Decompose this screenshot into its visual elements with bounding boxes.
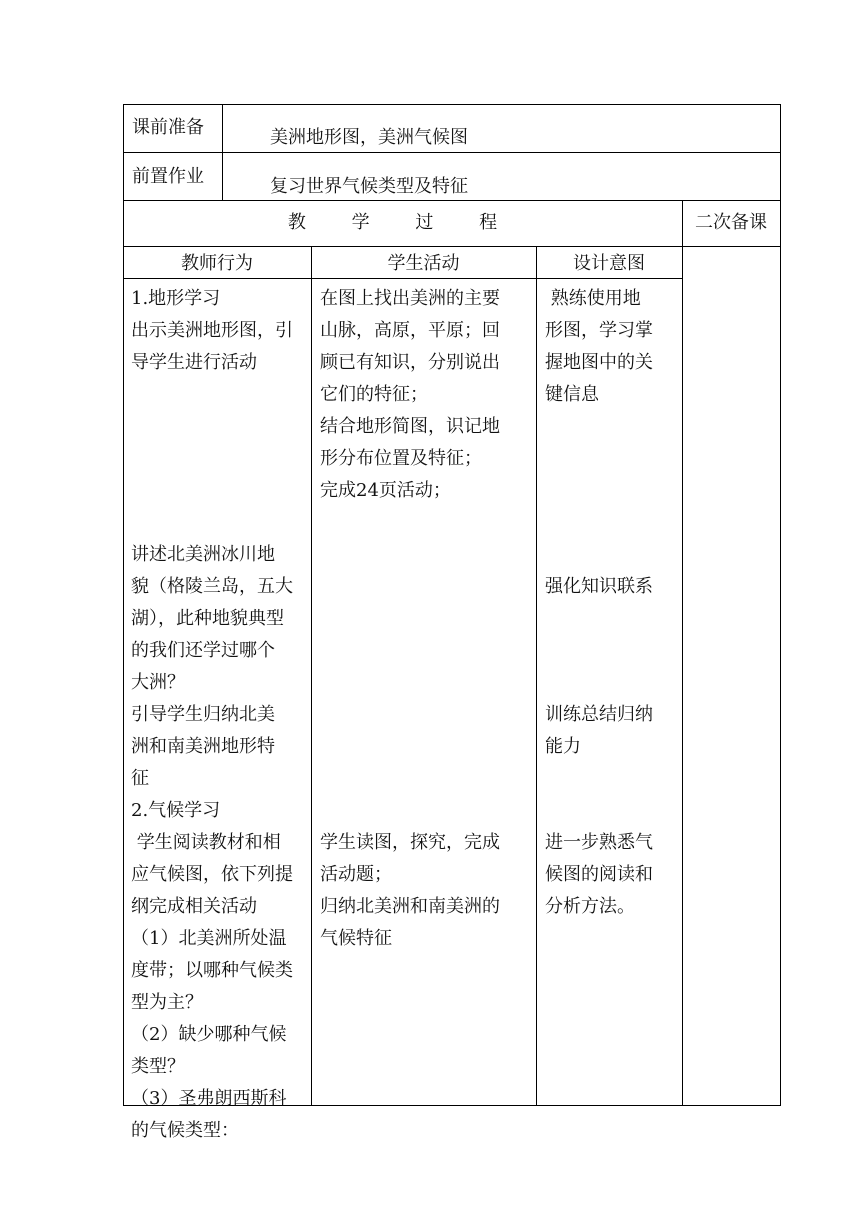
student-line: 顾已有知识，分别说出	[320, 352, 500, 373]
teacher-line: 2.气候学习	[131, 800, 221, 821]
student-column-header: 学生活动	[387, 253, 460, 274]
teacher-column-header: 教师行为	[181, 253, 253, 274]
teacher-line: 引导学生归纳北美	[131, 704, 275, 725]
intent-line: 能力	[545, 736, 581, 757]
teacher-line: （1）北美洲所处温	[131, 928, 287, 949]
student-line: 在图上找出美洲的主要	[320, 288, 500, 309]
student-line: 它们的特征；	[320, 384, 428, 405]
prep-label: 课前准备	[132, 117, 204, 138]
intent-line: 形图，学习掌	[545, 320, 653, 341]
student-line: 结合地形简图，识记地	[320, 416, 500, 437]
teacher-line: 讲述北美洲冰川地	[131, 544, 275, 565]
teacher-line: 大洲？	[131, 672, 185, 693]
student-line: 山脉，高原，平原；回	[320, 320, 500, 341]
intent-line: 握地图中的关	[545, 352, 653, 373]
intent-line: 候图的阅读和	[545, 864, 653, 885]
student-line: 活动题；	[320, 864, 392, 885]
student-line: 气候特征	[320, 928, 392, 949]
column-divider	[222, 104, 223, 200]
student-line: 归纳北美洲和南美洲的	[320, 896, 500, 917]
intent-line: 分析方法。	[545, 896, 635, 917]
homework-value: 复习世界气候类型及特征	[270, 176, 468, 197]
teacher-line: 的气候类型：	[131, 1120, 239, 1141]
student-line: 完成24页活动；	[320, 480, 451, 501]
teacher-line: 应气候图，依下列提	[131, 864, 293, 885]
teacher-line: 湖），此种地貌典型	[131, 608, 284, 629]
teacher-line: 类型？	[131, 1056, 185, 1077]
student-line: 学生读图，探究，完成	[320, 832, 500, 853]
intent-line: 键信息	[545, 384, 599, 405]
column-divider	[536, 246, 537, 1105]
intent-line: 强化知识联系	[545, 576, 653, 597]
teacher-line: 型为主？	[131, 992, 203, 1013]
intent-line: 训练总结归纳	[545, 704, 653, 725]
table-border-right	[780, 104, 781, 1106]
teacher-line: 洲和南美洲地形特	[131, 736, 275, 757]
process-title: 教 学 过 程	[287, 212, 518, 233]
teacher-line: 貌（格陵兰岛，五大	[131, 576, 293, 597]
student-line: 形分布位置及特征；	[320, 448, 482, 469]
teacher-line: 1.地形学习	[131, 288, 221, 309]
intent-line: 熟练使用地	[545, 288, 641, 309]
secondary-prep-label: 二次备课	[695, 212, 767, 233]
teacher-line: 导学生进行活动	[131, 352, 257, 373]
teacher-line: （2）缺少哪种气候	[131, 1024, 287, 1045]
column-divider	[311, 246, 312, 1105]
intent-line: 进一步熟悉气	[545, 832, 653, 853]
homework-label: 前置作业	[132, 166, 204, 187]
teacher-line: 出示美洲地形图，引	[131, 320, 293, 341]
intent-column-header: 设计意图	[573, 253, 645, 274]
teacher-line: 的我们还学过哪个	[131, 640, 275, 661]
teacher-line: （3）圣弗朗西斯科	[131, 1088, 287, 1109]
teacher-line: 纲完成相关活动	[131, 896, 257, 917]
teacher-line: 学生阅读教材和相	[131, 832, 281, 853]
prep-value: 美洲地形图，美洲气候图	[270, 127, 468, 148]
teacher-line: 度带；以哪种气候类	[131, 960, 293, 981]
column-divider	[682, 200, 683, 1105]
teacher-line: 征	[131, 768, 149, 789]
